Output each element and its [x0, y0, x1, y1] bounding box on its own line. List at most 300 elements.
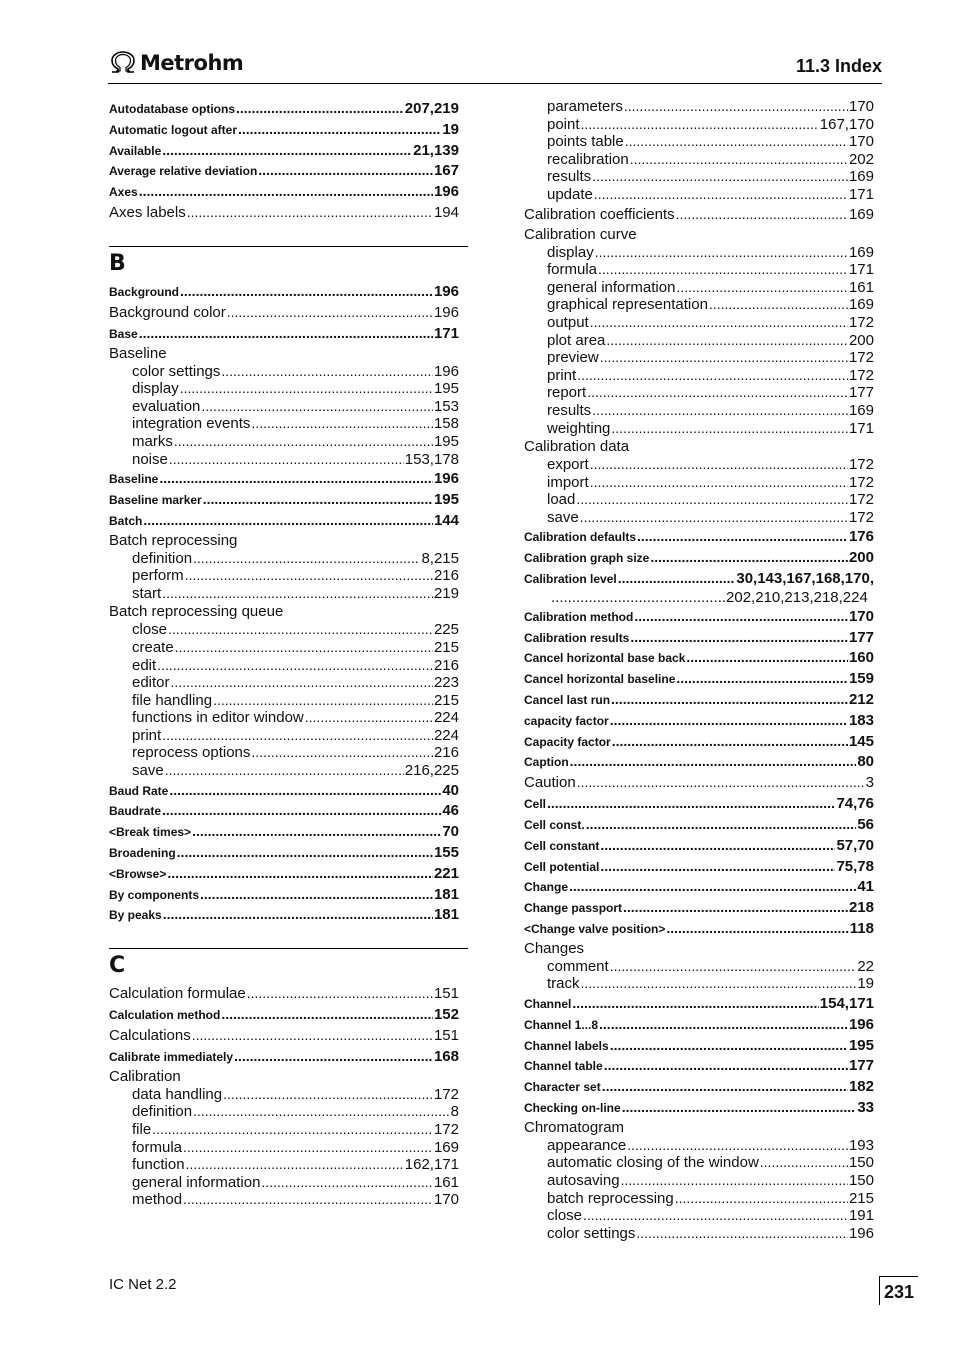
entry-term: update: [547, 185, 593, 203]
index-entry: [109, 489, 459, 510]
entry-page-ref: 200: [848, 331, 874, 349]
page-number: 231: [879, 1276, 918, 1305]
entry-term: Background: [109, 284, 180, 299]
leader-dots: [760, 1154, 848, 1172]
entry-term: Calibration defaults: [524, 530, 637, 545]
leader-dots: [599, 1014, 848, 1035]
entry-term: general information: [547, 278, 676, 296]
entry-term: Available: [109, 143, 162, 158]
leader-dots: [611, 689, 848, 710]
entry-term: Average relative deviation: [109, 164, 258, 179]
entry-page-ref: 195: [848, 1036, 874, 1054]
index-entry: [524, 897, 874, 918]
leader-dots: [305, 709, 433, 727]
omega-logo-icon: [108, 50, 138, 76]
index-subentry: [109, 674, 459, 692]
entry-page-ref: 195: [433, 380, 459, 398]
leader-dots: [630, 151, 848, 169]
entry-page-ref: 171: [848, 185, 874, 203]
entry-term: Baudrate: [109, 804, 162, 819]
entry-page-ref: 196: [433, 362, 459, 380]
entry-term: save: [132, 762, 164, 780]
entry-term: Change passport: [524, 901, 623, 916]
index-entry: [524, 918, 874, 939]
entry-page-ref: 181: [433, 906, 459, 924]
leader-dots: [610, 710, 848, 731]
index-subentry: [524, 349, 874, 367]
entry-term: general information: [132, 1173, 261, 1191]
leader-dots: [627, 1137, 848, 1155]
index-subentry: [109, 363, 459, 381]
entry-term: recalibration: [547, 150, 629, 168]
index-group-heading: [524, 225, 874, 244]
leader-dots: [227, 302, 433, 323]
entry-page-ref: 169: [848, 401, 874, 419]
entry-term: Chromatogram: [524, 1118, 625, 1136]
brand-logo: [108, 50, 243, 76]
index-entry: [109, 800, 459, 821]
entry-page-ref: 172: [848, 491, 874, 509]
entry-page-ref: 8,215: [421, 549, 459, 567]
leader-dots: [612, 731, 848, 752]
entry-page-ref: 215: [433, 638, 459, 656]
entry-term: automatic closing of the window: [547, 1154, 759, 1172]
index-entry: [109, 780, 459, 801]
entry-page-ref: 154,171: [819, 995, 874, 1012]
index-subentry: [109, 398, 459, 416]
entry-page-ref: 196: [848, 1224, 874, 1242]
entry-term: Checking on-line: [524, 1100, 621, 1115]
entry-page-ref: 172: [848, 366, 874, 384]
leader-dots: [592, 168, 848, 186]
entry-page-ref: 196: [848, 1015, 874, 1033]
index-subentry: [524, 296, 874, 314]
index-group-heading: [109, 344, 459, 363]
entry-page-ref: 167,170: [819, 115, 874, 133]
entry-term: data handling: [132, 1085, 223, 1103]
entry-page-ref: 144: [433, 511, 459, 529]
index-subentry: [109, 744, 459, 762]
index-subentry: [109, 1156, 459, 1174]
leader-dots: [583, 1207, 848, 1225]
entry-term: Channel table: [524, 1059, 603, 1074]
leader-dots: [258, 160, 433, 181]
leader-dots: [169, 780, 441, 801]
entry-page-ref: 159: [848, 670, 874, 688]
entry-page-ref: 216: [433, 744, 459, 762]
entry-term: definition: [132, 1103, 193, 1121]
entry-page-ref: 118: [849, 920, 874, 938]
entry-page-ref: 225: [433, 621, 459, 639]
entry-page-ref: 40: [442, 781, 459, 799]
leader-dots: [595, 244, 848, 262]
entry-page-ref: 145: [848, 732, 874, 750]
entry-term: display: [132, 380, 179, 398]
leader-dots: [169, 451, 404, 469]
leader-dots: [152, 1121, 433, 1139]
entry-term: Calculation formulae: [109, 985, 246, 1003]
leader-dots: [143, 510, 433, 531]
entry-term: plot area: [547, 331, 606, 349]
index-subentry: [524, 1207, 874, 1225]
entry-page-ref: 172: [848, 349, 874, 367]
brand-name: Metrohm: [140, 51, 244, 75]
entry-term: Background color: [109, 303, 226, 321]
entry-term: create: [132, 638, 174, 656]
index-subentry: [524, 456, 874, 474]
index-subentry: [524, 314, 874, 332]
index-subentry: [524, 1172, 874, 1190]
entry-term: Axes labels: [109, 203, 186, 221]
entry-page-ref: 151: [433, 1027, 459, 1045]
entry-page-ref: 169: [848, 205, 874, 223]
index-subentry: [524, 491, 874, 509]
entry-term: noise: [132, 450, 168, 468]
leader-dots: [193, 1103, 450, 1121]
leader-dots: [581, 116, 819, 134]
index-subentry: [524, 420, 874, 438]
entry-page-ref: 150: [848, 1154, 874, 1172]
entry-page-ref: 212: [848, 691, 874, 709]
entry-term: Cancel horizontal base back: [524, 651, 686, 666]
index-subentry: [524, 402, 874, 420]
entry-page-ref: 169: [848, 243, 874, 261]
entry-page-ref: 221: [433, 864, 459, 882]
entry-page-ref: 30,143,167,168,170,: [736, 570, 874, 588]
index-entry: [524, 814, 874, 835]
entry-term: output: [547, 313, 589, 331]
index-subentry: [109, 1174, 459, 1192]
entry-term: display: [547, 243, 594, 261]
index-subentry: [109, 567, 459, 585]
entry-term: <Break times>: [109, 825, 192, 840]
entry-term: Calibration curve: [524, 225, 637, 243]
entry-term: method: [132, 1191, 183, 1209]
entry-page-ref: 160: [848, 649, 874, 667]
entry-term: edit: [132, 656, 157, 674]
leader-dots: [602, 1076, 848, 1097]
entry-term: Calibration method: [524, 609, 634, 624]
index-subentry: [524, 509, 874, 527]
entry-term: report: [547, 384, 587, 402]
index-entry: [524, 568, 874, 589]
leader-dots: [162, 140, 412, 161]
entry-page-ref: 196: [433, 183, 459, 201]
entry-term: formula: [132, 1138, 183, 1156]
entry-term: track: [547, 975, 580, 993]
index-entry: [524, 204, 874, 225]
leader-dots: [238, 119, 441, 140]
entry-term: marks: [132, 432, 173, 450]
index-entry: [109, 510, 459, 531]
index-subentry: [109, 709, 459, 727]
entry-term: perform: [132, 567, 184, 585]
index-entry: [524, 627, 874, 648]
index-subentry: [524, 116, 874, 134]
entry-page-ref: 177: [848, 384, 874, 402]
index-entry: [109, 842, 459, 863]
letter-heading-text: B: [109, 250, 126, 276]
index-subentry: [524, 474, 874, 492]
entry-page-ref: 193: [848, 1136, 874, 1154]
leader-dots: [221, 1004, 433, 1025]
entry-term: Broadening: [109, 846, 176, 861]
entry-page-ref: 153: [433, 397, 459, 415]
entry-term: <Browse>: [109, 866, 167, 881]
entry-term: Caption: [524, 755, 569, 770]
entry-page-ref: 200: [848, 549, 874, 567]
leader-dots: [251, 415, 433, 433]
index-entry: [524, 1055, 874, 1076]
entry-page-ref: 57,70: [836, 836, 874, 854]
entry-page-ref: 33: [857, 1098, 874, 1116]
index-subentry: [109, 433, 459, 451]
leader-dots: [624, 98, 848, 116]
entry-page-ref: 170: [848, 98, 874, 115]
entry-page-ref: 8: [450, 1103, 459, 1121]
entry-page-ref: 171: [848, 419, 874, 437]
entry-term: Calculation method: [109, 1008, 221, 1023]
leader-dots: [159, 468, 433, 489]
entry-page-ref: 22: [857, 957, 874, 975]
entry-page-ref: 56: [857, 816, 874, 834]
leader-dots: [569, 876, 856, 897]
entry-term: Changes: [524, 939, 585, 957]
index-entry: [109, 863, 459, 884]
leader-dots: [590, 314, 848, 332]
index-subentry: [524, 186, 874, 204]
leader-dots: [192, 1025, 433, 1046]
entry-term: integration events: [132, 415, 251, 433]
leader-dots: [223, 1086, 433, 1104]
index-entry: [109, 302, 459, 323]
entry-term: appearance: [547, 1136, 627, 1154]
leader-dots: [168, 621, 433, 639]
entry-term: results: [547, 168, 592, 186]
index-subentry: [109, 657, 459, 675]
leader-dots: [610, 958, 857, 976]
entry-page-ref: 162,171: [404, 1156, 459, 1174]
leader-dots: [193, 550, 420, 568]
entry-page-ref: 216,225: [404, 762, 459, 780]
entry-term: Base: [109, 326, 138, 341]
leader-dots: [201, 398, 433, 416]
entry-term: comment: [547, 957, 609, 975]
entry-term: Calibration coefficients: [524, 205, 675, 223]
leader-dots: [676, 279, 848, 297]
index-entry: [109, 1046, 459, 1067]
leader-dots: [180, 281, 433, 302]
entry-term: Calibration: [109, 1067, 181, 1085]
entry-page-ref: 177: [848, 1057, 874, 1075]
index-subentry: [109, 1103, 459, 1121]
entry-term: Baseline marker: [109, 492, 202, 507]
entry-page-ref: 19: [857, 975, 874, 993]
index-entry: [109, 821, 459, 842]
entry-term: print: [547, 366, 577, 384]
leader-dots: [621, 1172, 848, 1190]
index-entry: [109, 140, 459, 161]
leader-dots: [171, 674, 433, 692]
leader-dots: [187, 202, 433, 223]
entry-term: Cell: [524, 797, 547, 812]
entry-page-ref: 207,219: [404, 100, 459, 117]
entry-term: Capacity factor: [524, 734, 611, 749]
leader-dots: [610, 1035, 848, 1056]
entry-page-ref: 155: [433, 844, 459, 862]
entry-term: Autodatabase options: [109, 102, 236, 116]
leader-dots: [177, 842, 433, 863]
entry-page-ref: 171: [433, 324, 459, 342]
entry-page-ref: 75,78: [836, 857, 874, 875]
index-entry: [524, 606, 874, 627]
entry-page-ref: 224: [433, 726, 459, 744]
leader-dots: [611, 420, 848, 438]
page-header: [108, 50, 882, 84]
entry-term: Axes: [109, 185, 138, 200]
entry-page-ref: 21,139: [413, 141, 459, 159]
entry-term: Cancel last run: [524, 693, 611, 708]
index-entry: [524, 772, 874, 793]
entry-term: start: [132, 584, 162, 602]
leader-dots: [577, 367, 848, 385]
leader-dots: [162, 585, 433, 603]
index-subentry: [524, 279, 874, 297]
index-entry: [524, 647, 874, 668]
index-subentry: [109, 415, 459, 433]
index-entry-continuation: ..........................................202,210,213,218,224: [551, 588, 868, 606]
entry-term: export: [547, 456, 589, 474]
leader-dots: [618, 568, 736, 589]
index-entry: [109, 884, 459, 905]
index-subentry: [524, 151, 874, 169]
entry-page-ref: 150: [848, 1171, 874, 1189]
leader-dots: [675, 1190, 848, 1208]
index-column-left: [109, 98, 459, 1209]
leader-dots: [577, 772, 865, 793]
index-entry: [524, 668, 874, 689]
index-entry: [524, 993, 874, 1014]
leader-dots: [581, 975, 857, 993]
entry-page-ref: 177: [848, 628, 874, 646]
index-subentry: [524, 367, 874, 385]
entry-page-ref: 161: [433, 1173, 459, 1191]
index-entry: [524, 1035, 874, 1056]
entry-term: batch reprocessing: [547, 1189, 674, 1207]
entry-page-ref: 74,76: [836, 795, 874, 813]
entry-term: Cancel horizontal baseline: [524, 672, 676, 687]
index-entry: [109, 323, 459, 344]
letter-heading: [109, 948, 468, 979]
entry-term: weighting: [547, 419, 611, 437]
leader-dots: [676, 204, 848, 225]
entry-page-ref: 170: [848, 607, 874, 625]
entry-term: editor: [132, 674, 170, 692]
leader-dots: [594, 186, 848, 204]
index-subentry: [524, 168, 874, 186]
entry-term: By components: [109, 887, 200, 902]
entry-term: points table: [547, 133, 624, 151]
entry-term: Cell potential: [524, 859, 600, 874]
leader-dots: [600, 856, 835, 877]
leader-dots: [261, 1174, 433, 1192]
leader-dots: [139, 181, 433, 202]
leader-dots: [162, 727, 433, 745]
index-entry: [109, 1025, 459, 1046]
leader-dots: [185, 567, 433, 585]
entry-term: Calibration data: [524, 438, 630, 456]
leader-dots: [604, 1055, 848, 1076]
index-entry: [524, 1097, 874, 1118]
entry-term: graphical representation: [547, 296, 708, 314]
entry-term: functions in editor window: [132, 709, 304, 727]
letter-heading-text: C: [109, 953, 126, 979]
index-subentry: [524, 261, 874, 279]
entry-page-ref: 219: [433, 584, 459, 602]
entry-page-ref: 191: [848, 1207, 874, 1225]
index-entry: [109, 1004, 459, 1025]
leader-dots: [175, 639, 433, 657]
entry-term: preview: [547, 349, 599, 367]
index-entry: [109, 983, 459, 1004]
entry-term: Baseline: [109, 472, 159, 487]
entry-page-ref: 170: [848, 133, 874, 151]
entry-term: Cell constant: [524, 838, 600, 853]
entry-page-ref: 172: [848, 473, 874, 491]
entry-term: results: [547, 401, 592, 419]
entry-page-ref: 151: [433, 985, 459, 1003]
entry-term: Automatic logout after: [109, 122, 237, 137]
entry-term: save: [547, 508, 579, 526]
entry-page-ref: 169: [848, 168, 874, 186]
entry-term: reprocess options: [132, 744, 251, 762]
entry-term: load: [547, 491, 576, 509]
entry-term: definition: [132, 549, 193, 567]
index-group-heading: [109, 1067, 459, 1086]
index-group-heading: [524, 939, 874, 958]
entry-page-ref: 176: [848, 528, 874, 546]
leader-dots: [157, 657, 433, 675]
leader-dots: [622, 1097, 857, 1118]
entry-term: Cell const.: [524, 818, 585, 833]
index-subentry: [524, 958, 874, 976]
index-subentry: [524, 1154, 874, 1172]
index-entry: [524, 856, 874, 877]
index-subentry: [109, 451, 459, 469]
index-subentry: [109, 1086, 459, 1104]
entry-page-ref: 46: [442, 802, 459, 820]
leader-dots: [606, 332, 848, 350]
entry-page-ref: 183: [848, 711, 874, 729]
entry-page-ref: 215: [433, 691, 459, 709]
index-entry: [109, 468, 459, 489]
entry-page-ref: 168: [433, 1048, 459, 1066]
entry-term: close: [132, 621, 168, 639]
entry-page-ref: 171: [848, 261, 874, 279]
index-subentry: [524, 1190, 874, 1208]
leader-dots: [600, 349, 848, 367]
leader-dots: [586, 814, 857, 835]
entry-term: Calibrate immediately: [109, 1050, 234, 1065]
entry-term: Change: [524, 880, 569, 895]
leader-dots: [637, 526, 848, 547]
entry-page-ref: 172: [848, 313, 874, 331]
index-column-right: [524, 98, 874, 1242]
entry-page-ref: 196: [433, 470, 459, 488]
entry-term: print: [132, 726, 162, 744]
index-subentry: [109, 585, 459, 603]
entry-page-ref: 170: [433, 1191, 459, 1209]
